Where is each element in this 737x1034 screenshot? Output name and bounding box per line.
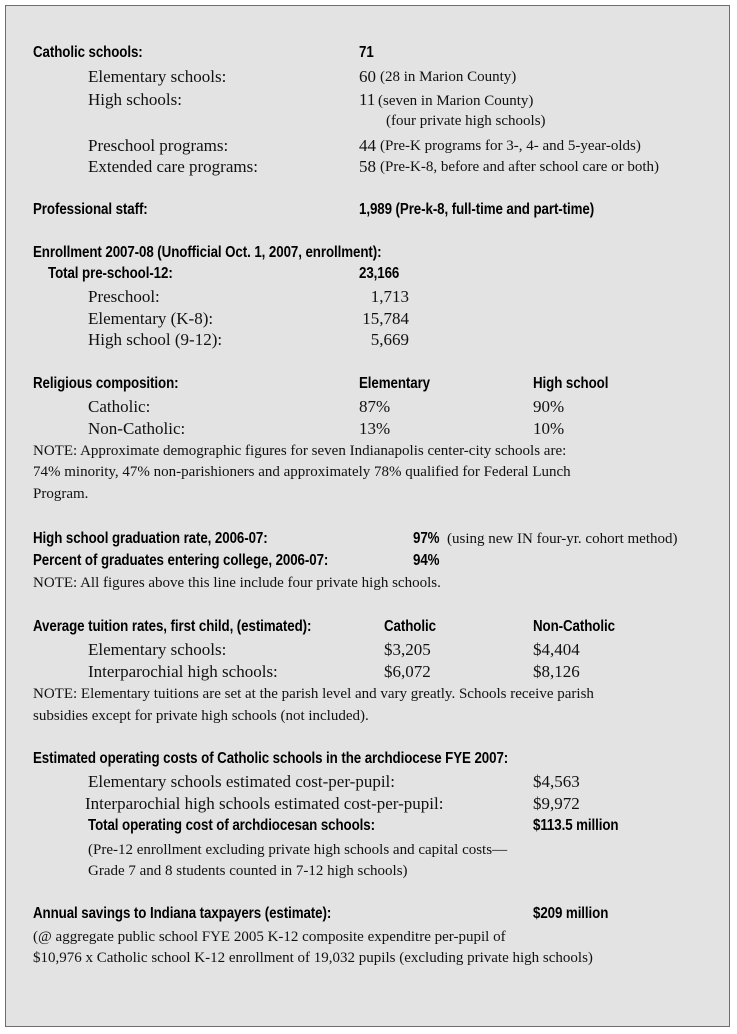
catholic-schools-label: Catholic schools: bbox=[33, 44, 143, 61]
tuition-heading: Average tuition rates, first child, (estimated): bbox=[33, 618, 312, 635]
preschool-programs-note: (Pre-K programs for 3-, 4- and 5-year-olds) bbox=[380, 138, 641, 154]
staff-value: 1,989 (Pre-k-8, full-time and part-time) bbox=[359, 201, 595, 218]
savings-note-line-2: $10,976 x Catholic school K-12 enrollment of 19,032 pupils (excluding private high schools) bbox=[33, 950, 593, 966]
religious-catholic-label: Catholic: bbox=[88, 397, 151, 416]
tuition-elementary-catholic: $3,205 bbox=[384, 640, 431, 659]
high-schools-note: (seven in Marion County) bbox=[378, 93, 534, 109]
graduation-rate-value: 97% bbox=[413, 530, 440, 547]
extended-care-count: 58 bbox=[359, 157, 376, 176]
enrollment-elementary-value: 15,784 bbox=[362, 309, 409, 328]
operating-heading: Estimated operating costs of Catholic schools in the archdiocese FYE 2007: bbox=[33, 750, 509, 767]
operating-high-value: $9,972 bbox=[533, 794, 580, 813]
religious-noncatholic-label: Non-Catholic: bbox=[88, 419, 186, 438]
elementary-schools-note: (28 in Marion County) bbox=[380, 69, 517, 85]
elementary-schools-label: Elementary schools: bbox=[88, 67, 227, 86]
graduation-rate-label: High school graduation rate, 2006-07: bbox=[33, 530, 268, 547]
high-schools-count: 11 bbox=[359, 90, 376, 109]
preschool-programs-label: Preschool programs: bbox=[88, 136, 229, 155]
religious-note-line-1: NOTE: Approximate demographic figures for seven Indianapolis center-city schools are: bbox=[33, 443, 567, 459]
operating-elementary-value: $4,563 bbox=[533, 772, 580, 791]
tuition-elementary-noncatholic: $4,404 bbox=[533, 640, 580, 659]
enrollment-total-label: Total pre-school-12: bbox=[48, 265, 173, 282]
savings-note-line-1: (@ aggregate public school FYE 2005 K-12 composite expenditre per-pupil of bbox=[33, 929, 506, 945]
operating-note-line-1: (Pre-12 enrollment excluding private high schools and capital costs— bbox=[88, 842, 508, 858]
college-label: Percent of graduates entering college, 2006-07: bbox=[33, 552, 329, 569]
tuition-high-catholic: $6,072 bbox=[384, 662, 431, 681]
enrollment-high-value: 5,669 bbox=[370, 330, 409, 349]
extended-care-note: (Pre-K-8, before and after school care or both) bbox=[380, 159, 660, 175]
religious-catholic-high: 90% bbox=[533, 397, 565, 416]
graduation-rate-note: (using new IN four-yr. cohort method) bbox=[447, 531, 678, 547]
religious-catholic-elementary: 87% bbox=[359, 397, 391, 416]
religious-note-line-3: Program. bbox=[33, 486, 89, 502]
tuition-col-noncatholic: Non-Catholic bbox=[533, 618, 615, 635]
religious-col-high: High school bbox=[533, 375, 609, 392]
savings-label: Annual savings to Indiana taxpayers (estimate): bbox=[33, 905, 332, 922]
operating-total-label: Total operating cost of archdiocesan schools: bbox=[88, 817, 375, 834]
enrollment-high-label: High school (9-12): bbox=[88, 330, 223, 349]
tuition-note-line-2: subsidies except for private high schools (not included). bbox=[33, 708, 369, 724]
tuition-high-label: Interparochial high schools: bbox=[88, 662, 278, 681]
enrollment-preschool-label: Preschool: bbox=[88, 287, 160, 306]
tuition-col-catholic: Catholic bbox=[384, 618, 436, 635]
enrollment-heading: Enrollment 2007-08 (Unofficial Oct. 1, 2007, enrollment): bbox=[33, 244, 382, 261]
religious-noncatholic-elementary: 13% bbox=[359, 419, 391, 438]
enrollment-elementary-label: Elementary (K-8): bbox=[88, 309, 214, 328]
tuition-note-line-1: NOTE: Elementary tuitions are set at the parish level and vary greatly. Schools receive parish bbox=[33, 686, 594, 702]
college-value: 94% bbox=[413, 552, 440, 569]
graduation-note: NOTE: All figures above this line include four private high schools. bbox=[33, 575, 441, 591]
operating-elementary-label: Elementary schools estimated cost-per-pupil: bbox=[88, 772, 395, 791]
high-schools-note-2: (four private high schools) bbox=[386, 113, 546, 129]
enrollment-preschool-value: 1,713 bbox=[370, 287, 409, 306]
savings-value: $209 million bbox=[533, 905, 609, 922]
tuition-high-noncatholic: $8,126 bbox=[533, 662, 580, 681]
catholic-schools-value: 71 bbox=[359, 44, 374, 61]
religious-noncatholic-high: 10% bbox=[533, 419, 565, 438]
elementary-schools-count: 60 bbox=[359, 67, 376, 86]
religious-heading: Religious composition: bbox=[33, 375, 179, 392]
operating-note-line-2: Grade 7 and 8 students counted in 7-12 high schools) bbox=[88, 863, 408, 879]
religious-col-elementary: Elementary bbox=[359, 375, 431, 392]
tuition-elementary-label: Elementary schools: bbox=[88, 640, 227, 659]
extended-care-label: Extended care programs: bbox=[88, 157, 258, 176]
preschool-programs-count: 44 bbox=[359, 136, 376, 155]
enrollment-total-value: 23,166 bbox=[359, 265, 400, 282]
high-schools-label: High schools: bbox=[88, 90, 182, 109]
religious-note-line-2: 74% minority, 47% non-parishioners and approximately 78% qualified for Federal Lunch bbox=[33, 464, 571, 480]
staff-label: Professional staff: bbox=[33, 201, 148, 218]
operating-total-value: $113.5 million bbox=[533, 817, 619, 834]
operating-high-label: Interparochial high schools estimated cost-per-pupil: bbox=[85, 794, 444, 813]
